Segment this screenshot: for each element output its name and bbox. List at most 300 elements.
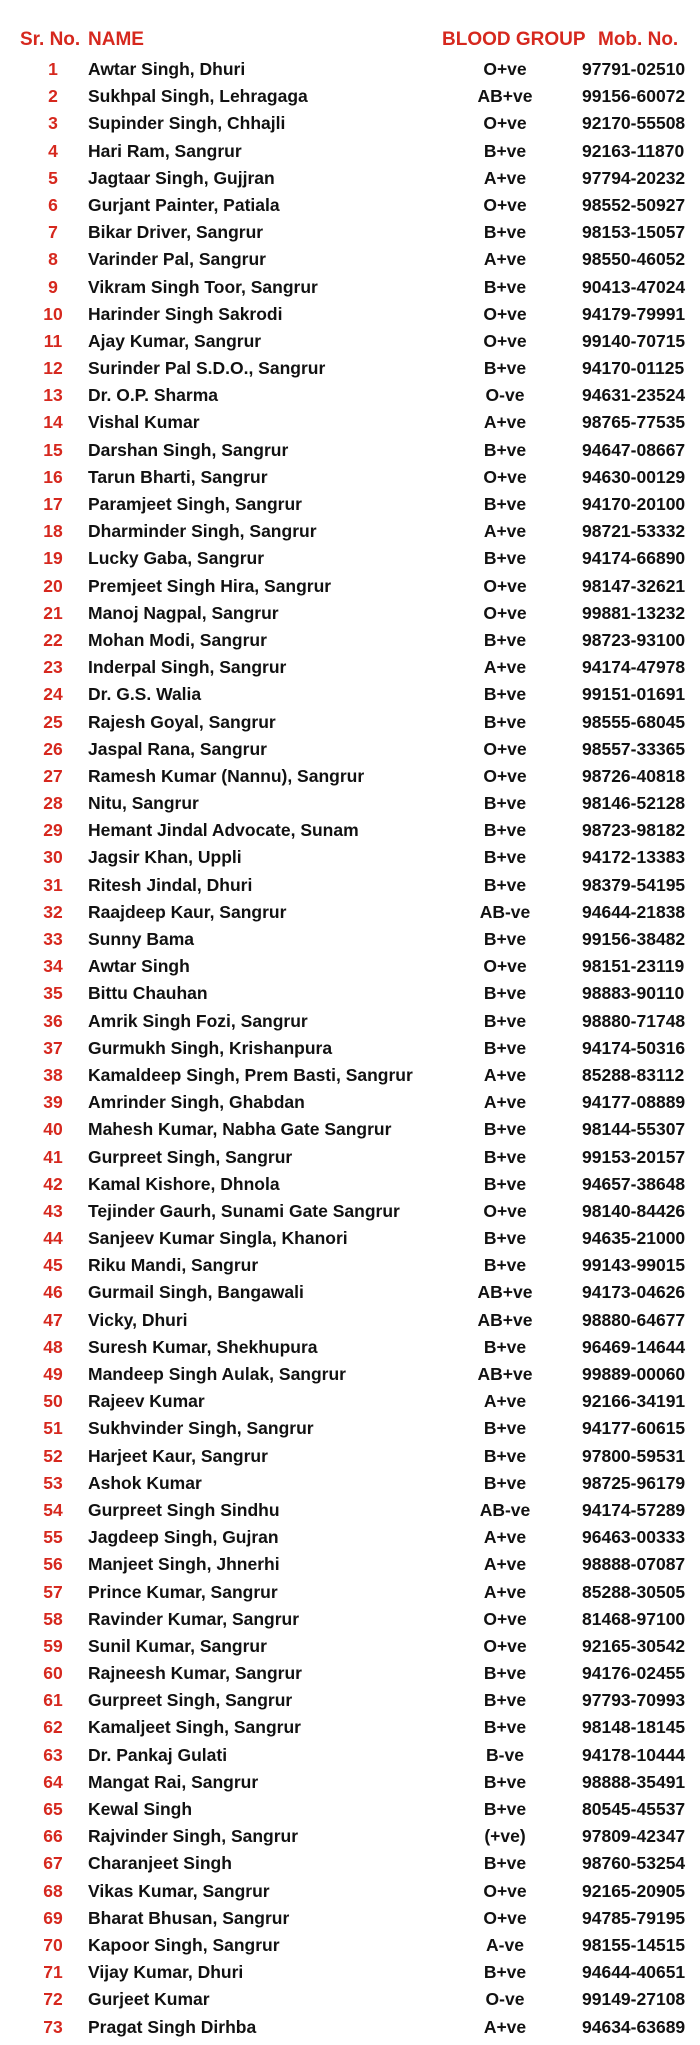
name-cell: Vikas Kumar, Sangrur	[88, 1880, 270, 1901]
table-row	[0, 926, 700, 953]
mobile-cell: 99153-20157	[582, 1146, 686, 1167]
blood-group-cell: B+ve	[483, 1228, 527, 1249]
table-row	[0, 681, 700, 708]
table-row	[0, 1035, 700, 1062]
table-row	[0, 1796, 700, 1823]
blood-group-cell: AB+ve	[477, 1364, 533, 1384]
blood-group-cell: B+ve	[483, 1771, 527, 1792]
name-cell: Gurjant Painter, Patiala	[88, 194, 280, 215]
blood-group-cell: A+ve	[483, 412, 527, 433]
blood-group-cell: B+ve	[483, 793, 527, 814]
mobile-cell: 94174-47978	[582, 657, 686, 678]
mobile-cell: 98723-93100	[582, 629, 686, 650]
blood-group-cell: B+ve	[483, 1472, 527, 1493]
mobile-cell: 99151-01691	[582, 684, 686, 705]
table-row	[0, 709, 700, 736]
name-cell: Pragat Singh Dirhba	[88, 2016, 257, 2037]
blood-group-cell: O+ve	[483, 113, 527, 134]
name-cell: Amrik Singh Fozi, Sangrur	[88, 1010, 308, 1031]
mobile-cell: 92163-11870	[582, 140, 685, 161]
table-row	[0, 2014, 700, 2041]
name-cell: Manjeet Singh, Jhnerhi	[88, 1554, 280, 1575]
blood-group-cell: B+ve	[483, 629, 527, 650]
sr-no-cell: 8	[48, 249, 58, 270]
mobile-cell: 96463-00333	[582, 1527, 686, 1548]
table-row	[0, 1660, 700, 1687]
sr-no-cell: 46	[43, 1282, 63, 1303]
mobile-cell: 98880-64677	[582, 1309, 686, 1330]
sr-no-cell: 17	[43, 494, 63, 514]
name-cell: Jaspal Rana, Sangrur	[88, 738, 267, 759]
blood-group-cell: B+ve	[483, 1173, 527, 1194]
mobile-cell: 99149-27108	[582, 1989, 686, 2010]
sr-no-cell: 27	[43, 765, 63, 786]
sr-no-cell: 37	[43, 1037, 63, 1058]
table-body	[0, 56, 700, 2041]
blood-group-cell: B+ve	[483, 1336, 527, 1357]
name-cell: Vikram Singh Toor, Sangrur	[88, 276, 318, 297]
table-row	[0, 1116, 700, 1143]
mobile-cell: 98552-50927	[582, 194, 686, 215]
sr-no-cell: 48	[43, 1336, 63, 1357]
sr-no-cell: 20	[43, 575, 63, 596]
blood-group-cell: B+ve	[483, 1717, 527, 1738]
table-row	[0, 274, 700, 301]
sr-no-cell: 54	[43, 1499, 63, 1520]
name-cell: Gurpreet Singh Sindhu	[88, 1499, 280, 1520]
blood-group-cell: O+ve	[483, 303, 527, 324]
blood-group-cell: O+ve	[483, 602, 527, 623]
blood-group-cell: O+ve	[483, 765, 527, 786]
blood-group-cell: B+ve	[483, 222, 527, 243]
mobile-cell: 94630-00129	[582, 466, 686, 487]
mobile-cell: 98557-33365	[582, 738, 686, 759]
table-row	[0, 1334, 700, 1361]
table-row	[0, 1062, 700, 1089]
blood-group-cell: A+ve	[483, 521, 527, 542]
table-row	[0, 1470, 700, 1497]
table-row	[0, 1415, 700, 1442]
table-row	[0, 980, 700, 1007]
table-header	[0, 0, 700, 50]
name-cell: Inderpal Singh, Sangrur	[88, 657, 287, 678]
blood-group-cell: O+ve	[483, 330, 527, 351]
table-row	[0, 1497, 700, 1524]
sr-no-cell: 71	[43, 1962, 63, 1983]
mobile-cell: 99140-70715	[582, 330, 686, 351]
blood-group-cell: B+ve	[483, 1799, 527, 1819]
mobile-cell: 97793-70993	[582, 1690, 686, 1711]
table-row	[0, 1579, 700, 1606]
table-row	[0, 464, 700, 491]
blood-group-cell: A+ve	[483, 167, 527, 188]
sr-no-cell: 41	[43, 1146, 63, 1167]
table-row	[0, 219, 700, 246]
name-cell: Vijay Kumar, Dhuri	[88, 1962, 244, 1983]
sr-no-cell: 18	[43, 521, 63, 542]
sr-no-cell: 21	[43, 602, 63, 623]
name-cell: Sunil Kumar, Sangrur	[88, 1635, 267, 1656]
mobile-cell: 94634-63689	[582, 2016, 686, 2037]
name-cell: Dharminder Singh, Sangrur	[88, 521, 317, 542]
name-cell: Harinder Singh Sakrodi	[88, 303, 283, 324]
blood-group-cell: B+ve	[483, 140, 527, 161]
mobile-cell: 97794-20232	[582, 167, 686, 188]
name-cell: Dr. O.P. Sharma	[88, 385, 219, 406]
table-row	[0, 328, 700, 355]
name-cell: Rajeev Kumar	[88, 1391, 205, 1412]
blood-group-cell: O+ve	[483, 1907, 527, 1928]
name-cell: Varinder Pal, Sangrur	[88, 249, 266, 270]
table-row	[0, 545, 700, 572]
sr-no-cell: 73	[43, 2016, 63, 2037]
mobile-cell: 80545-45537	[582, 1799, 686, 1819]
name-cell: Manoj Nagpal, Sangrur	[88, 602, 279, 623]
table-row	[0, 1850, 700, 1877]
mobile-cell: 98888-35491	[582, 1771, 686, 1792]
mobile-cell: 94631-23524	[582, 385, 686, 406]
mobile-cell: 94170-20100	[582, 494, 686, 514]
name-cell: Hari Ram, Sangrur	[88, 140, 242, 161]
table-row	[0, 1878, 700, 1905]
sr-no-cell: 55	[43, 1527, 63, 1548]
blood-group-cell: B+ve	[483, 874, 527, 895]
table-row	[0, 491, 700, 518]
sr-no-cell: 16	[43, 466, 63, 487]
sr-no-cell: 26	[43, 738, 63, 759]
table-row	[0, 953, 700, 980]
table-row	[0, 899, 700, 926]
sr-no-cell: 33	[43, 929, 63, 949]
sr-no-cell: 1	[48, 59, 58, 79]
name-cell: Kapoor Singh, Sangrur	[88, 1934, 280, 1955]
table-row	[0, 382, 700, 409]
mobile-cell: 98155-14515	[582, 1934, 686, 1955]
mobile-cell: 94177-08889	[582, 1092, 686, 1113]
name-cell: Gurmail Singh, Bangawali	[88, 1282, 304, 1303]
sr-no-cell: 2	[48, 86, 58, 107]
sr-no-cell: 36	[43, 1010, 63, 1031]
table-row	[0, 246, 700, 273]
blood-group-cell: AB-ve	[479, 901, 531, 922]
sr-no-cell: 6	[48, 194, 58, 215]
name-cell: Ritesh Jindal, Dhuri	[88, 874, 253, 895]
blood-group-cell: O+ve	[483, 575, 527, 596]
sr-no-cell: 47	[43, 1309, 63, 1330]
sr-no-cell: 70	[43, 1934, 63, 1955]
name-cell: Sukhpal Singh, Lehragaga	[88, 86, 308, 107]
table-row	[0, 817, 700, 844]
mobile-cell: 94174-57289	[582, 1499, 686, 1520]
table-row	[0, 1361, 700, 1388]
name-cell: Awtar Singh	[88, 956, 190, 977]
blood-group-cell: O+ve	[483, 1635, 527, 1656]
mobile-cell: 94176-02455	[582, 1663, 686, 1684]
name-cell: Ajay Kumar, Sangrur	[88, 330, 262, 351]
name-cell: Gurpreet Singh, Sangrur	[88, 1146, 293, 1167]
sr-no-cell: 51	[43, 1418, 63, 1439]
mobile-cell: 94647-08667	[582, 439, 686, 460]
blood-group-cell: A+ve	[483, 1391, 527, 1412]
blood-group-cell: B+ve	[483, 711, 527, 732]
table-row	[0, 790, 700, 817]
table-row	[0, 1144, 700, 1171]
table-row	[0, 1606, 700, 1633]
table-row	[0, 301, 700, 328]
blood-group-cell: A+ve	[483, 1064, 527, 1085]
blood-group-cell: B+ve	[483, 548, 527, 569]
name-cell: Riku Mandi, Sangrur	[88, 1255, 259, 1276]
sr-no-cell: 69	[43, 1907, 63, 1928]
blood-group-cell: O+ve	[483, 738, 527, 759]
blood-group-cell: B+ve	[483, 684, 527, 705]
blood-group-cell: B+ve	[483, 1255, 527, 1276]
mobile-cell: 98146-52128	[582, 793, 686, 814]
name-cell: Mahesh Kumar, Nabha Gate Sangrur	[88, 1119, 392, 1140]
blood-group-cell: B+ve	[483, 1690, 527, 1711]
table-row	[0, 1524, 700, 1551]
blood-group-cell: B+ve	[483, 820, 527, 841]
blood-group-cell: B+ve	[483, 1445, 527, 1466]
sr-no-cell: 29	[43, 820, 63, 841]
sr-no-cell: 67	[43, 1853, 63, 1874]
blood-group-cell: AB+ve	[477, 86, 533, 107]
blood-group-cell: B+ve	[483, 1853, 527, 1874]
mobile-cell: 98151-23119	[582, 956, 685, 977]
mobile-cell: 85288-83112	[582, 1064, 685, 1085]
header-sr-no: Sr. No.	[20, 29, 81, 50]
sr-no-cell: 38	[43, 1064, 63, 1085]
table-row	[0, 600, 700, 627]
sr-no-cell: 65	[43, 1799, 63, 1819]
header-name: NAME	[88, 29, 144, 50]
blood-group-cell: B+ve	[483, 439, 527, 460]
header-blood-group: BLOOD GROUP	[442, 29, 586, 50]
mobile-cell: 94177-60615	[582, 1418, 686, 1439]
name-cell: Dr. Pankaj Gulati	[88, 1744, 228, 1765]
blood-group-cell: O-ve	[485, 1989, 525, 2010]
mobile-cell: 98725-96179	[582, 1472, 686, 1493]
name-cell: Bittu Chauhan	[88, 983, 208, 1004]
table-row	[0, 872, 700, 899]
sr-no-cell: 56	[43, 1554, 63, 1575]
name-cell: Ashok Kumar	[88, 1472, 202, 1493]
name-cell: Paramjeet Singh, Sangrur	[88, 494, 302, 514]
header-mobile: Mob. No.	[598, 29, 679, 50]
mobile-cell: 94785-79195	[582, 1907, 686, 1928]
mobile-cell: 94635-21000	[582, 1228, 686, 1249]
sr-no-cell: 24	[43, 684, 63, 705]
mobile-cell: 92165-30542	[582, 1635, 686, 1656]
blood-group-cell: B+ve	[483, 1663, 527, 1684]
name-cell: Dr. G.S. Walia	[88, 684, 202, 705]
mobile-cell: 85288-30505	[582, 1581, 686, 1602]
name-cell: Nitu, Sangrur	[88, 793, 199, 814]
sr-no-cell: 39	[43, 1092, 63, 1113]
mobile-cell: 94644-21838	[582, 901, 686, 922]
table-row	[0, 138, 700, 165]
table-row	[0, 110, 700, 137]
blood-group-cell: A+ve	[483, 2016, 527, 2037]
name-cell: Jagtaar Singh, Gujjran	[88, 167, 275, 188]
name-cell: Tejinder Gaurh, Sunami Gate Sangrur	[88, 1200, 400, 1221]
name-cell: Jagdeep Singh, Gujran	[88, 1527, 279, 1548]
table-row	[0, 1986, 700, 2013]
mobile-cell: 92165-20905	[582, 1880, 686, 1901]
mobile-cell: 99881-13232	[582, 602, 686, 623]
sr-no-cell: 31	[43, 874, 63, 895]
name-cell: Mandeep Singh Aulak, Sangrur	[88, 1364, 346, 1384]
sr-no-cell: 13	[43, 385, 63, 406]
mobile-cell: 94174-50316	[582, 1037, 686, 1058]
sr-no-cell: 34	[43, 956, 63, 977]
sr-no-cell: 12	[43, 358, 63, 379]
sr-no-cell: 5	[48, 167, 58, 188]
table-row	[0, 1225, 700, 1252]
mobile-cell: 97800-59531	[582, 1445, 686, 1466]
name-cell: Vicky, Dhuri	[88, 1309, 188, 1330]
name-cell: Gurmukh Singh, Krishanpura	[88, 1037, 333, 1058]
mobile-cell: 98880-71748	[582, 1010, 686, 1031]
mobile-cell: 97809-42347	[582, 1826, 686, 1847]
table-row	[0, 1089, 700, 1116]
mobile-cell: 98721-53332	[582, 521, 686, 542]
mobile-cell: 99156-60072	[582, 86, 686, 107]
name-cell: Rajesh Goyal, Sangrur	[88, 711, 276, 732]
table-row	[0, 1388, 700, 1415]
blood-group-cell: B+ve	[483, 1010, 527, 1031]
sr-no-cell: 68	[43, 1880, 63, 1901]
blood-group-cell: B+ve	[483, 276, 527, 297]
mobile-cell: 94174-66890	[582, 548, 686, 569]
sr-no-cell: 22	[43, 629, 63, 650]
sr-no-cell: 4	[48, 140, 58, 161]
table-row	[0, 1551, 700, 1578]
name-cell: Lucky Gaba, Sangrur	[88, 548, 265, 569]
name-cell: Surinder Pal S.D.O., Sangrur	[88, 358, 326, 379]
table-row	[0, 573, 700, 600]
name-cell: Jagsir Khan, Uppli	[88, 847, 242, 868]
sr-no-cell: 50	[43, 1391, 63, 1412]
sr-no-cell: 43	[43, 1200, 63, 1221]
name-cell: Premjeet Singh Hira, Sangrur	[88, 575, 332, 596]
sr-no-cell: 42	[43, 1173, 63, 1194]
mobile-cell: 94179-79991	[582, 303, 686, 324]
table-row	[0, 1932, 700, 1959]
mobile-cell: 99156-38482	[582, 929, 686, 949]
sr-no-cell: 10	[43, 303, 63, 324]
mobile-cell: 94178-10444	[582, 1744, 686, 1765]
name-cell: Ravinder Kumar, Sangrur	[88, 1608, 300, 1629]
sr-no-cell: 57	[43, 1581, 63, 1602]
blood-group-cell: B+ve	[483, 358, 527, 379]
table-row	[0, 1198, 700, 1225]
name-cell: Raajdeep Kaur, Sangrur	[88, 901, 287, 922]
sr-no-cell: 64	[43, 1771, 63, 1792]
mobile-cell: 98147-32621	[582, 575, 686, 596]
mobile-cell: 99143-99015	[582, 1255, 686, 1276]
table-row	[0, 1008, 700, 1035]
blood-group-cell: B+ve	[483, 1146, 527, 1167]
name-cell: Supinder Singh, Chhajli	[88, 113, 286, 134]
name-cell: Kamal Kishore, Dhnola	[88, 1173, 280, 1194]
name-cell: Tarun Bharti, Sangrur	[88, 466, 268, 487]
sr-no-cell: 11	[43, 330, 63, 351]
mobile-cell: 94644-40651	[582, 1962, 686, 1983]
blood-group-cell: O+ve	[483, 466, 527, 487]
mobile-cell: 94172-13383	[582, 847, 686, 868]
blood-group-cell: B+ve	[483, 929, 527, 949]
blood-group-cell: AB+ve	[477, 1282, 533, 1303]
name-cell: Kewal Singh	[88, 1799, 193, 1819]
sr-no-cell: 28	[43, 793, 63, 814]
sr-no-cell: 60	[43, 1663, 63, 1684]
table-row	[0, 1823, 700, 1850]
sr-no-cell: 32	[43, 901, 63, 922]
name-cell: Prince Kumar, Sangrur	[88, 1581, 278, 1602]
name-cell: Kamaljeet Singh, Sangrur	[88, 1717, 301, 1738]
sr-no-cell: 40	[43, 1119, 63, 1140]
name-cell: Suresh Kumar, Shekhupura	[88, 1336, 318, 1357]
sr-no-cell: 49	[43, 1364, 63, 1384]
mobile-cell: 90413-47024	[582, 276, 686, 297]
table-row	[0, 83, 700, 110]
blood-group-cell: O+ve	[483, 1200, 527, 1221]
name-cell: Awtar Singh, Dhuri	[88, 59, 246, 79]
name-cell: Charanjeet Singh	[88, 1853, 232, 1874]
mobile-cell: 96469-14644	[582, 1336, 686, 1357]
name-cell: Hemant Jindal Advocate, Sunam	[88, 820, 359, 841]
sr-no-cell: 30	[43, 847, 63, 868]
name-cell: Bikar Driver, Sangrur	[88, 222, 264, 243]
blood-group-cell: A+ve	[483, 1581, 527, 1602]
blood-group-cell: B+ve	[483, 494, 527, 514]
table-row	[0, 1769, 700, 1796]
sr-no-cell: 14	[43, 412, 63, 433]
table-row	[0, 1959, 700, 1986]
table-row	[0, 844, 700, 871]
blood-group-cell: A+ve	[483, 657, 527, 678]
sr-no-cell: 45	[43, 1255, 63, 1276]
blood-group-cell: O-ve	[485, 385, 525, 406]
blood-group-cell: O+ve	[483, 59, 527, 79]
table-row	[0, 1687, 700, 1714]
blood-group-cell: O+ve	[483, 1880, 527, 1901]
table-row	[0, 1171, 700, 1198]
blood-group-cell: B-ve	[486, 1744, 524, 1765]
name-cell: Rajvinder Singh, Sangrur	[88, 1826, 299, 1847]
mobile-cell: 98144-55307	[582, 1119, 686, 1140]
blood-group-cell: A+ve	[483, 1092, 527, 1113]
name-cell: Amrinder Singh, Ghabdan	[88, 1092, 305, 1113]
blood-group-cell: A+ve	[483, 1527, 527, 1548]
table-row	[0, 1742, 700, 1769]
sr-no-cell: 19	[43, 548, 63, 569]
table-row	[0, 1252, 700, 1279]
name-cell: Harjeet Kaur, Sangrur	[88, 1445, 268, 1466]
table-row	[0, 409, 700, 436]
blood-group-cell: AB-ve	[479, 1499, 531, 1520]
sr-no-cell: 72	[43, 1989, 63, 2010]
blood-group-cell: B+ve	[483, 1962, 527, 1983]
blood-group-cell: B+ve	[483, 1418, 527, 1439]
mobile-cell: 94657-38648	[582, 1173, 686, 1194]
mobile-cell: 98379-54195	[582, 874, 686, 895]
mobile-cell: 98765-77535	[582, 412, 686, 433]
blood-group-cell: B+ve	[483, 1037, 527, 1058]
table-row	[0, 736, 700, 763]
sr-no-cell: 61	[43, 1690, 63, 1711]
